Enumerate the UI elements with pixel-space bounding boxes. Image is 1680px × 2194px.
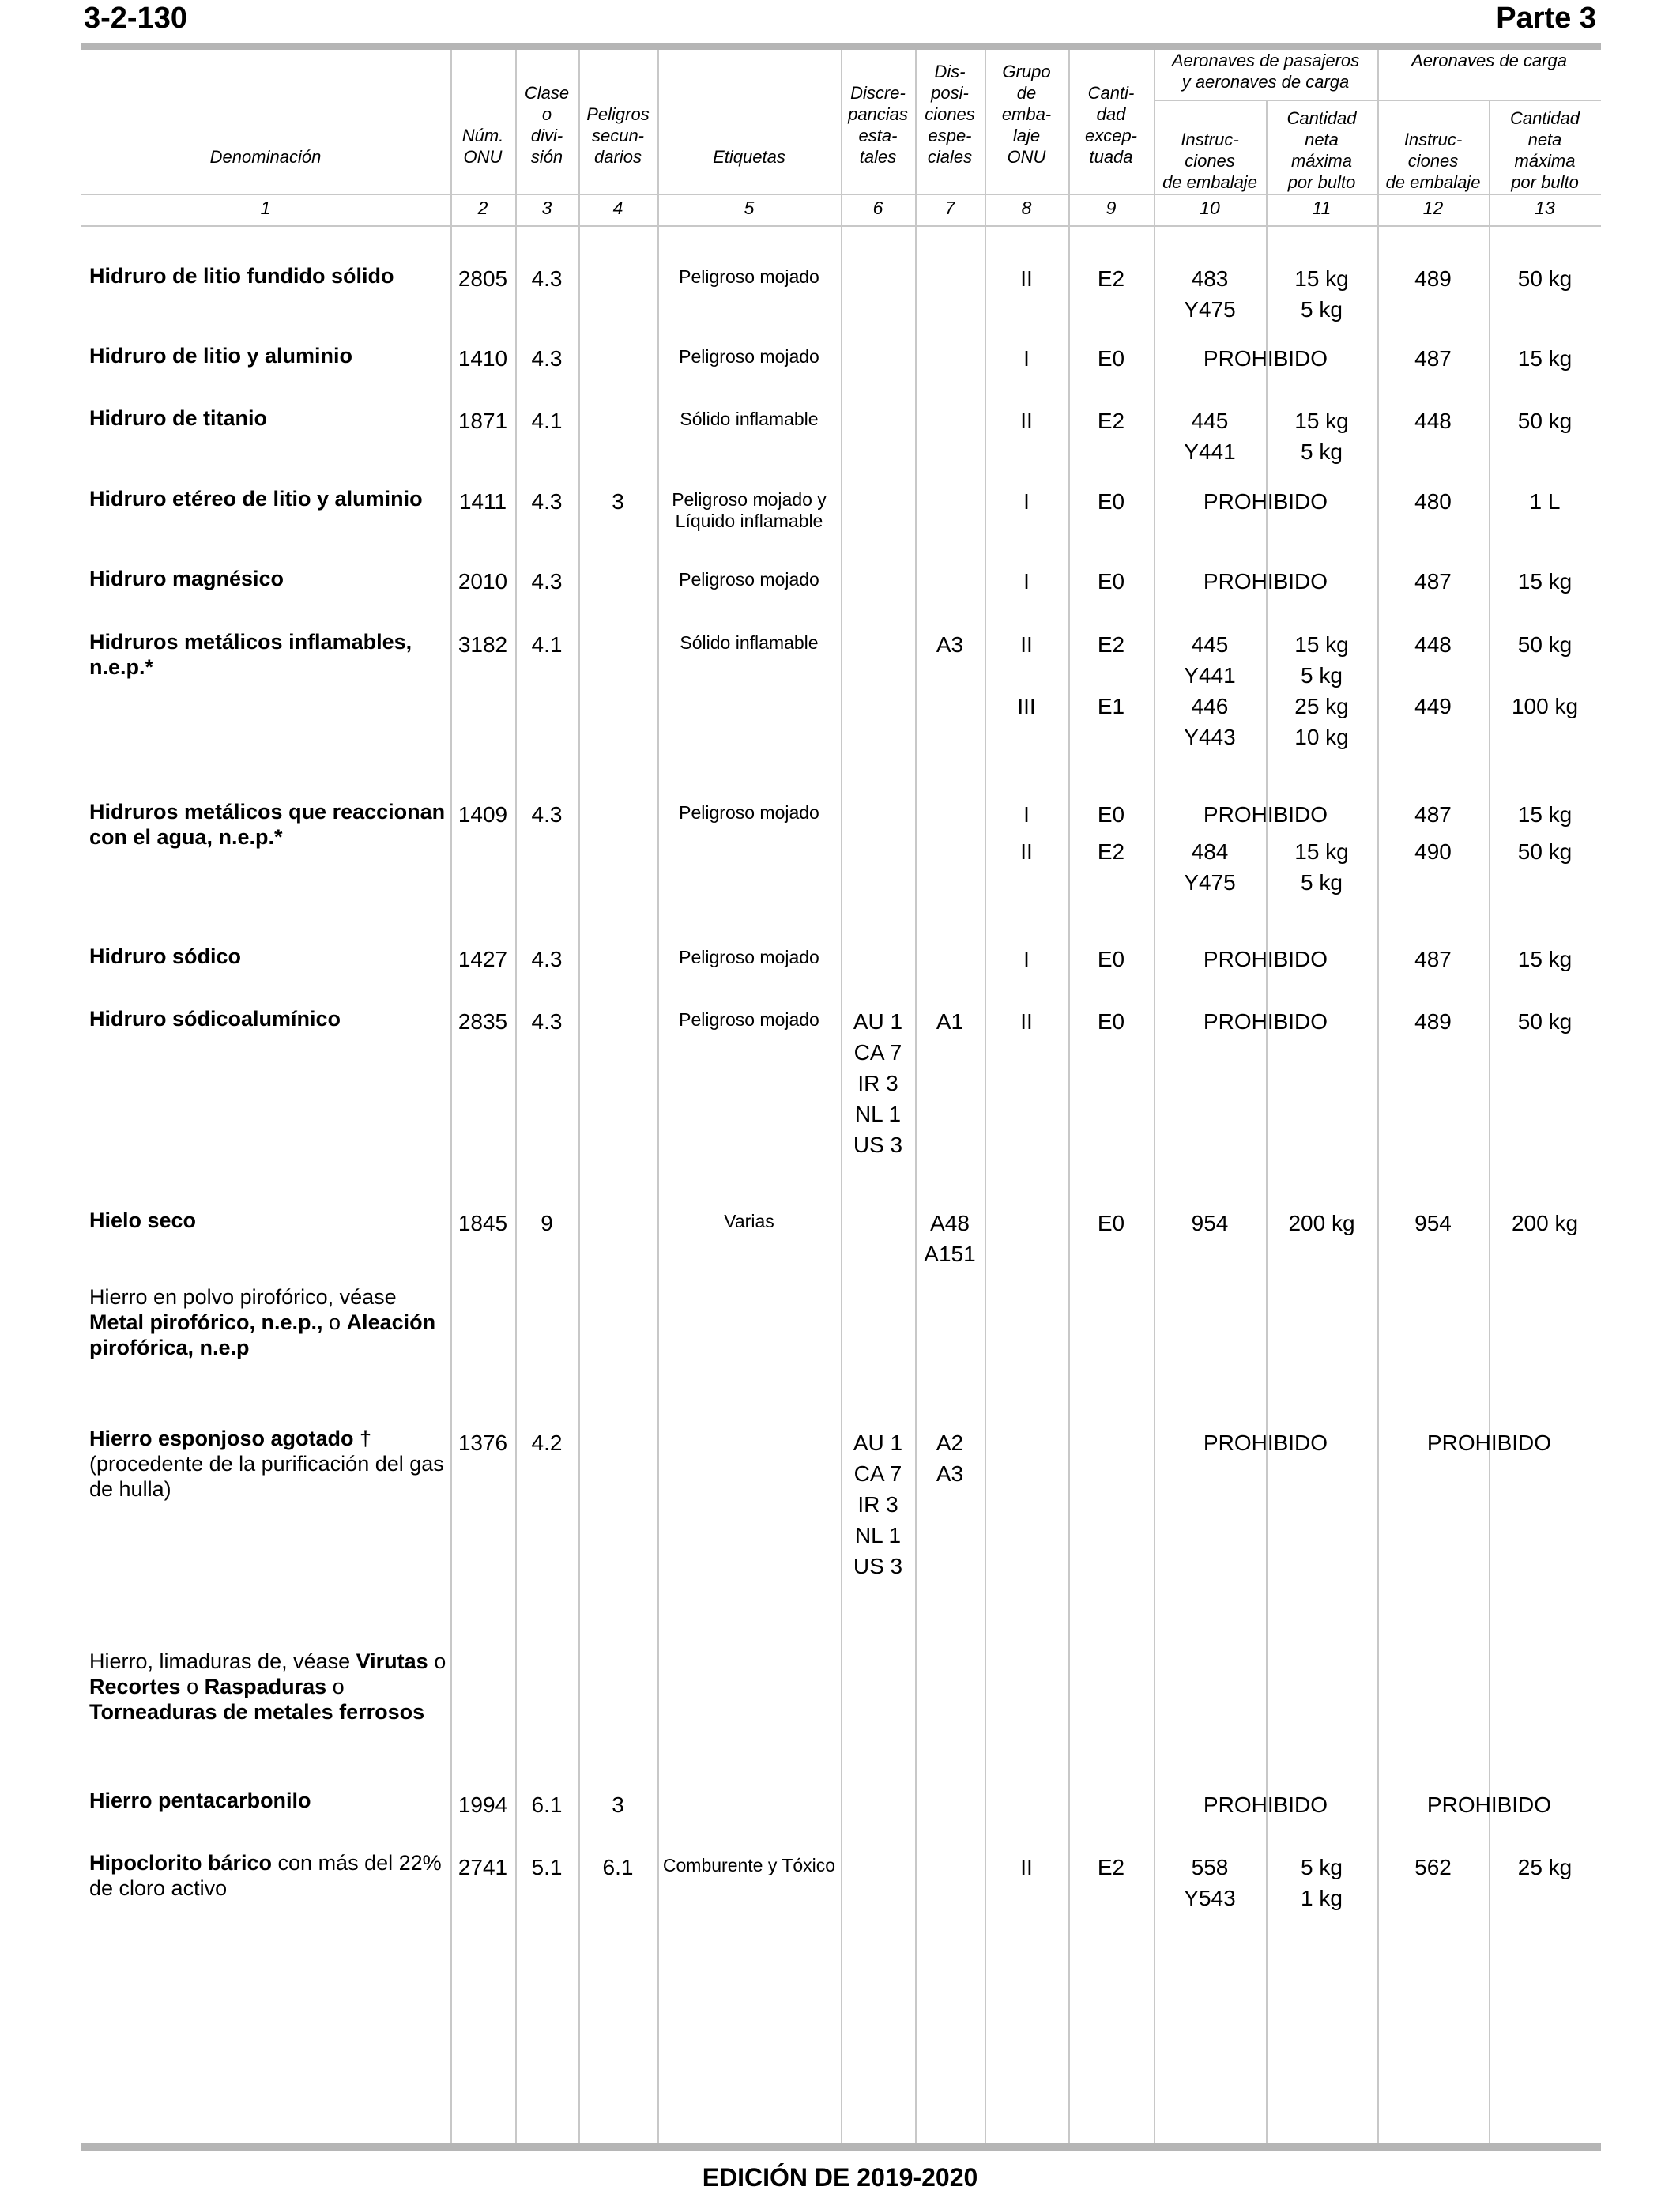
cargo-packing-instruction: 487 [1414,569,1452,594]
class-division: 5.1 [531,1855,563,1879]
excepted-quantity: E0 [1097,947,1125,971]
header-num-onu: Núm. ONU [461,126,504,167]
pax-prohibited: PROHIBIDO [1203,569,1328,594]
pax-max-quantity: 5 kg 1 kg [1301,1855,1343,1910]
reference-text: o [428,1649,446,1673]
reference-text: o [180,1675,205,1698]
column-number: 4 [612,198,623,218]
pax-max-quantity: 25 kg 10 kg [1294,694,1349,749]
cargo-packing-instruction: 489 [1414,266,1452,291]
cargo-max-quantity: 15 kg [1517,346,1573,371]
class-division: 4.2 [531,1431,563,1455]
class-division: 4.3 [531,569,563,594]
entry-qualifier: con más del 22% de cloro activo [89,1851,442,1900]
column-divider [915,50,917,2145]
un-number: 1871 [458,409,508,433]
header-cantidad-pax: Cantidad neta máxima por bulto [1286,108,1357,192]
header-divider [81,194,1601,195]
state-variations: AU 1 CA 7 IR 3 NL 1 US 3 [853,1431,903,1578]
un-number: 2835 [458,1009,508,1034]
pax-max-quantity: 200 kg [1288,1211,1355,1235]
column-number: 5 [744,198,755,218]
excepted-quantity: E2 [1097,409,1125,433]
column-number: 1 [260,198,271,218]
packing-group: II [1020,1009,1033,1034]
cargo-max-quantity: 15 kg [1517,947,1573,971]
reference-target: Aleación pirofórica, n.e.p [89,1310,436,1359]
cross-reference-entry [89,1284,449,1360]
class-division: 4.3 [531,266,563,291]
packing-group: II [1020,632,1033,657]
pax-prohibited: PROHIBIDO [1203,1793,1328,1817]
pax-prohibited: PROHIBIDO [1203,1009,1328,1034]
packing-group: II [1020,266,1033,291]
un-number: 1411 [458,489,507,514]
header-discrepancias: Discre- pancias esta- tales [848,83,908,167]
entry-name: Hidruro de litio fundido sólido [89,264,394,288]
cargo-packing-instruction: 448 [1414,409,1452,433]
column-divider [578,50,580,2145]
class-division: 4.1 [531,632,563,657]
special-provision: A3 [936,632,964,657]
cargo-packing-instruction: 487 [1414,947,1452,971]
entry-name: Hidruros metálicos inflamables, n.e.p.* [89,630,412,679]
un-number: 1409 [458,802,508,827]
cargo-max-quantity: 50 kg [1517,1009,1573,1034]
column-number: 8 [1021,198,1032,218]
column-number: 13 [1535,198,1555,218]
entry-name: Hidruro magnésico [89,567,284,590]
pax-max-quantity: 15 kg 5 kg [1294,409,1349,464]
packing-group: I [1023,346,1030,371]
special-provision: A2 A3 [936,1431,964,1486]
excepted-quantity: E1 [1097,694,1125,718]
reference-target: Metal pirofórico, n.e.p., [89,1310,323,1334]
pax-max-quantity: 15 kg 5 kg [1294,632,1349,688]
excepted-quantity: E0 [1097,802,1125,827]
cargo-max-quantity: 50 kg [1517,839,1573,864]
column-number: 7 [944,198,955,218]
cargo-max-quantity: 50 kg [1517,632,1573,657]
header-aeronaves-carga: Aeronaves de carga [1411,51,1567,70]
class-division: 6.1 [531,1793,563,1817]
pax-packing-instruction: 483 Y475 [1184,266,1236,322]
packing-group: II [1020,839,1033,864]
entry-name: Hierro esponjoso agotado [89,1427,354,1450]
edition-footer: EDICIÓN DE 2019-2020 [702,2163,978,2192]
secondary-hazard: 3 [612,1793,624,1817]
bottom-rule [81,2143,1601,2151]
reference-text: Hierro, limaduras de, véase [89,1649,356,1673]
class-division: 4.3 [531,489,563,514]
cargo-packing-instruction: 562 [1414,1855,1452,1879]
un-number: 2741 [458,1855,508,1879]
packing-group: I [1023,947,1030,971]
un-number: 1410 [458,346,508,371]
pax-packing-instruction: 445 Y441 [1184,632,1236,688]
header-grupo-embalaje: Grupo de emba- laje ONU [1001,62,1052,167]
pax-packing-instruction: 445 Y441 [1184,409,1236,464]
pax-max-quantity: 15 kg 5 kg [1294,266,1349,322]
excepted-quantity: E0 [1097,569,1125,594]
pax-max-quantity: 15 kg 5 kg [1294,839,1349,895]
hazard-label: Comburente y Tóxico [662,1855,836,1875]
reference-target: Torneaduras de metales ferrosos [89,1700,425,1724]
cargo-prohibited: PROHIBIDO [1426,1431,1552,1455]
cargo-max-quantity: 100 kg [1511,694,1579,718]
cargo-packing-instruction: 487 [1414,346,1452,371]
packing-group: I [1023,569,1030,594]
class-division: 4.3 [531,346,563,371]
pax-packing-instruction: 558 Y543 [1184,1855,1236,1910]
reference-target: Virutas [356,1649,428,1673]
pax-packing-instruction: 484 Y475 [1184,839,1236,895]
entry-name-block [89,1426,449,1502]
class-division: 4.3 [531,947,563,971]
cargo-max-quantity: 15 kg [1517,802,1573,827]
state-variations: AU 1 CA 7 IR 3 NL 1 US 3 [853,1009,903,1157]
entry-name: Hidruro sódicoalumínico [89,1007,341,1031]
entry-name: Hidruro etéreo de litio y aluminio [89,487,423,511]
header-disposiciones: Dis- posi- ciones espe- ciales [925,62,975,167]
hazard-label: Peligroso mojado [679,569,819,590]
excepted-quantity: E2 [1097,1855,1125,1879]
entry-name: Hierro pentacarbonilo [89,1789,311,1812]
un-number: 1845 [458,1211,508,1235]
reference-text: o [322,1310,347,1334]
pax-prohibited: PROHIBIDO [1203,346,1328,371]
cargo-packing-instruction: 448 [1414,632,1452,657]
packing-group: II [1020,409,1033,433]
cargo-max-quantity: 50 kg [1517,409,1573,433]
cross-reference-entry [89,1649,449,1725]
class-division: 4.3 [531,1009,563,1034]
cargo-max-quantity: 15 kg [1517,569,1573,594]
header-cantidad-exceptuada: Canti- dad excep- tuada [1084,83,1138,167]
header-group-divider [1154,100,1601,101]
pax-packing-instruction: 446 Y443 [1184,694,1236,749]
hazard-label: Peligroso mojado [679,1009,819,1030]
cargo-max-quantity: 25 kg [1517,1855,1573,1879]
column-number-divider [81,225,1601,227]
special-provision: A48 A151 [924,1211,976,1266]
hazard-label: Peligroso mojado y Líquido inflamable [672,489,827,531]
pax-packing-instruction: 954 [1191,1211,1229,1235]
column-number: 6 [872,198,883,218]
packing-group: I [1023,489,1030,514]
top-rule [81,43,1601,50]
cargo-max-quantity: 1 L [1529,489,1561,514]
un-number: 2805 [458,266,508,291]
cargo-packing-instruction: 487 [1414,802,1452,827]
cargo-max-quantity: 50 kg [1517,266,1573,291]
column-number: 3 [541,198,552,218]
column-number: 10 [1200,198,1220,218]
cargo-prohibited: PROHIBIDO [1426,1793,1552,1817]
entry-name: Hidruro de titanio [89,406,267,430]
reference-target: Raspaduras [204,1675,327,1698]
excepted-quantity: E0 [1097,1009,1125,1034]
hazard-label: Varias [724,1211,774,1231]
excepted-quantity: E2 [1097,266,1125,291]
hazard-label: Peligroso mojado [679,346,819,367]
cargo-packing-instruction: 449 [1414,694,1452,718]
hazard-label: Sólido inflamable [680,409,819,429]
hazard-label: Peligroso mojado [679,802,819,823]
header-cantidad-carga: Cantidad neta máxima por bulto [1509,108,1580,192]
entry-name: Hidruro de litio y aluminio [89,344,353,368]
secondary-hazard: 6.1 [602,1855,634,1879]
cargo-packing-instruction: 489 [1414,1009,1452,1034]
reference-target: Recortes [89,1675,181,1698]
pax-prohibited: PROHIBIDO [1203,489,1328,514]
class-division: 4.3 [531,802,563,827]
un-number: 3182 [458,632,508,657]
entry-name: Hidruro sódico [89,944,242,968]
entry-qualifier: † (procedente de la purificación del gas de hulla) [89,1427,444,1501]
hazard-label: Peligroso mojado [679,947,819,967]
column-number: 11 [1312,198,1332,218]
excepted-quantity: E0 [1097,346,1125,371]
header-instrucciones-pax: Instruc- ciones de embalaje [1162,130,1257,192]
header-denominacion: Denominación [209,147,322,167]
excepted-quantity: E2 [1097,839,1125,864]
pax-prohibited: PROHIBIDO [1203,947,1328,971]
column-number: 9 [1106,198,1117,218]
header-instrucciones-carga: Instruc- ciones de embalaje [1385,130,1481,192]
entry-name: Hidruros metálicos que reaccionan con el agua, n.e.p.* [89,800,446,849]
excepted-quantity: E2 [1097,632,1125,657]
cargo-max-quantity: 200 kg [1511,1211,1579,1235]
header-peligros-secundarios: Peligros secun- darios [586,104,650,167]
column-number: 2 [477,198,488,218]
pax-prohibited: PROHIBIDO [1203,1431,1328,1455]
part-label: Parte 3 [1496,2,1596,35]
entry-name: Hielo seco [89,1208,197,1232]
entry-name: Hipoclorito bárico [89,1851,273,1875]
class-division: 9 [541,1211,553,1235]
un-number: 1994 [458,1793,508,1817]
header-aeronaves-pasajeros: Aeronaves de pasajeros y aeronaves de carga [1171,51,1360,92]
pax-prohibited: PROHIBIDO [1203,802,1328,827]
hazard-label: Sólido inflamable [680,632,819,653]
header-etiquetas: Etiquetas [713,147,785,167]
header-clase: Clase o divi- sión [524,83,570,167]
column-number: 12 [1422,198,1444,218]
cargo-packing-instruction: 480 [1414,489,1452,514]
excepted-quantity: E0 [1097,1211,1125,1235]
packing-group: III [1017,694,1036,718]
un-number: 1376 [458,1431,508,1455]
hazard-label: Peligroso mojado [679,266,819,287]
reference-text: Hierro en polvo pirofórico, véase [89,1285,397,1309]
reference-text: o [326,1675,345,1698]
cargo-packing-instruction: 490 [1414,839,1452,864]
entry-name-block [89,1850,449,1901]
packing-group: I [1023,802,1030,827]
packing-group: II [1020,1855,1033,1879]
un-number: 2010 [458,569,508,594]
secondary-hazard: 3 [612,489,624,514]
special-provision: A1 [936,1009,964,1034]
un-number: 1427 [458,947,508,971]
page-number: 3-2-130 [84,2,187,35]
excepted-quantity: E0 [1097,489,1125,514]
class-division: 4.1 [531,409,563,433]
cargo-packing-instruction: 954 [1414,1211,1452,1235]
